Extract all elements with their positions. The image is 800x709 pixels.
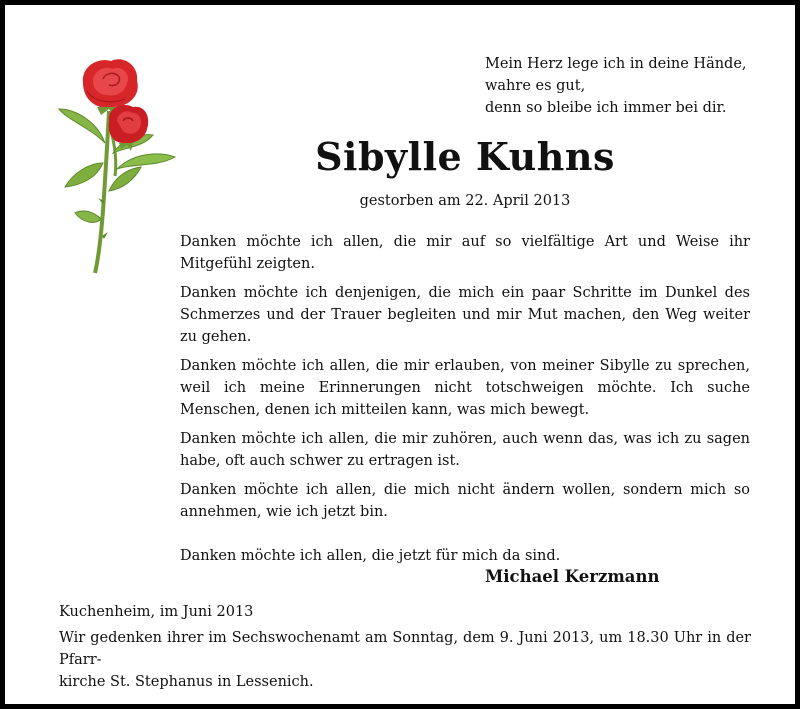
poem-line: denn so bleibe ich immer bei dir. <box>485 100 727 116</box>
thanks-paragraph: Danken möchte ich allen, die mir auf so vielfältige Art und Weise ihr Mitgefühl zeigten. <box>180 234 750 272</box>
memorial-service-note <box>59 627 751 693</box>
thanks-paragraph: Danken möchte ich allen, die mir erlauben, von meiner Sibylle zu sprechen, weil ich meine Erinnerungen nicht totschweigen möchte. Ich suche Menschen, denen ich mitteilen kann, was mich bewegt. <box>180 358 750 418</box>
thanks-text <box>180 231 750 574</box>
thanks-paragraph: Danken möchte ich allen, die mich nicht ändern wollen, sondern mich so annehmen, wie ich jetzt bin. <box>180 482 750 520</box>
place-date: Kuchenheim, im Juni 2013 <box>59 604 254 620</box>
memorial-line: Wir gedenken ihrer im Sechswochenamt am Sonntag, dem 9. Juni 2013, um 18.30 Uhr in der Pfarr- <box>59 630 751 668</box>
death-date: gestorben am 22. April 2013 <box>359 193 571 209</box>
thanks-paragraph: Danken möchte ich allen, die mir zuhören, auch wenn das, was ich zu sagen habe, oft auch schwer zu ertragen ist. <box>180 431 750 469</box>
poem <box>485 53 747 119</box>
poem-line: wahre es gut, <box>485 78 586 94</box>
deceased-name: Sibylle Kuhns <box>315 134 615 179</box>
signature: Michael Kerzmann <box>485 567 660 586</box>
thanks-paragraph: Danken möchte ich denjenigen, die mich ein paar Schritte im Dunkel des Schmerzes und der Trauer begleiten und mir Mut machen, den Weg weiter zu gehen. <box>180 285 750 345</box>
thanks-paragraph: Danken möchte ich allen, die jetzt für mich da sind. <box>180 548 561 564</box>
memorial-line: kirche St. Stephanus in Lessenich. <box>59 674 314 690</box>
poem-line: Mein Herz lege ich in deine Hände, <box>485 56 747 72</box>
